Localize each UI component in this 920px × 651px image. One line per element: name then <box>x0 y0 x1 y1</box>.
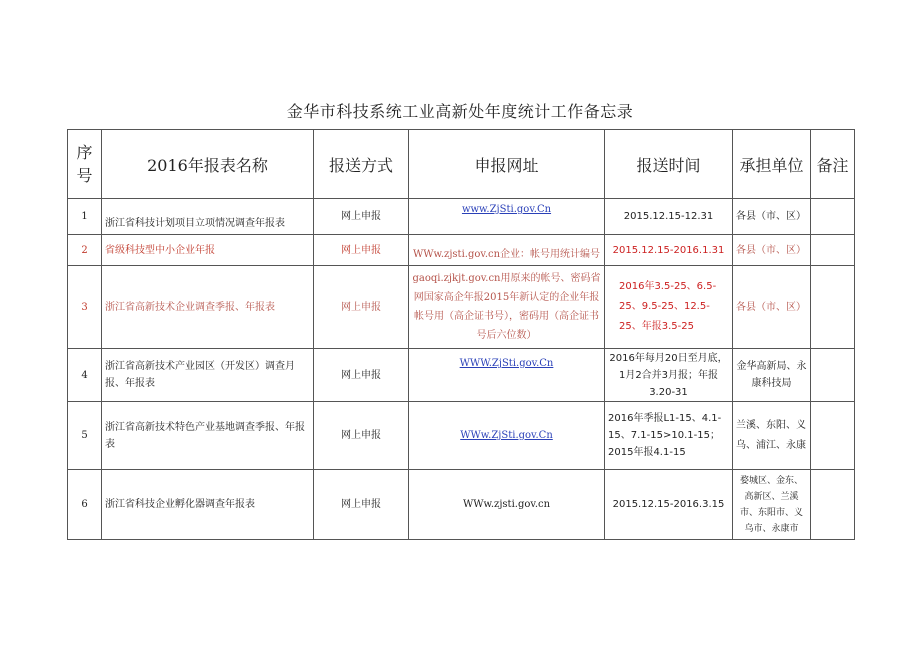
header-name: 2016年报表名称 <box>102 130 314 199</box>
row-url: WWw.zjsti.gov.cn <box>409 470 605 540</box>
row-seq: 4 <box>68 349 102 402</box>
row-seq: 2 <box>68 235 102 266</box>
row-unit: 婺城区、金东、高新区、兰溪市、东阳市、义乌市、永康市 <box>733 470 811 540</box>
row-note <box>811 470 855 540</box>
row-seq: 3 <box>68 266 102 349</box>
row-time: 2015.12.15-2016.3.15 <box>605 470 733 540</box>
document-title: 金华市科技系统工业高新处年度统计工作备忘录 <box>286 102 634 121</box>
row-name: 浙江省高新技术特色产业基地调查季报、年报表 <box>102 402 314 470</box>
header-seq: 序号 <box>68 130 102 199</box>
row-unit: 金华高新局、永康科技局 <box>733 349 811 402</box>
table-row <box>68 199 855 235</box>
row-method: 网上申报 <box>314 402 409 470</box>
row-seq: 6 <box>68 470 102 540</box>
header-note: 备注 <box>811 130 855 199</box>
row-method: 网上申报 <box>314 266 409 349</box>
row-seq: 5 <box>68 402 102 470</box>
row-seq: 1 <box>68 199 102 235</box>
row-unit: 各县（市、区） <box>733 235 811 266</box>
table-row <box>68 349 855 402</box>
table-row <box>68 266 855 349</box>
header-url: 申报网址 <box>409 130 605 199</box>
row-name: 省级科技型中小企业年报 <box>102 235 314 266</box>
row-time: 2015.12.15-12.31 <box>605 199 733 235</box>
table-row <box>68 402 855 470</box>
row-note <box>811 199 855 235</box>
row-name: 浙江省科技企业孵化器调查年报表 <box>102 470 314 540</box>
table-row <box>68 235 855 266</box>
header-time: 报送时间 <box>605 130 733 199</box>
row-note <box>811 402 855 470</box>
row-unit: 兰溪、东阳、义乌、浦江、永康 <box>733 402 811 470</box>
row-url[interactable]: www.ZjSti.gov.Cn <box>409 199 605 235</box>
row-note <box>811 266 855 349</box>
header-row <box>68 130 855 199</box>
row-time: 2016年3.5-25、6.5-25、9.5-25、12.5-25、年报3.5-25 <box>605 266 733 349</box>
row-name: 浙江省科技计划项目立项情况调查年报表 <box>102 199 314 235</box>
row-method: 网上申报 <box>314 470 409 540</box>
row-url[interactable]: WWw.ZjSti.gov.Cn <box>409 402 605 470</box>
row-unit: 各县（市、区） <box>733 199 811 235</box>
row-method: 网上申报 <box>314 199 409 235</box>
row-url: gaoqi.zjkjt.gov.cn用原来的帐号、密码省网国家高企年报2015年新认定的企业年报帐号用（高企证书号），密码用（高企证书号后六位数） <box>409 266 605 349</box>
row-url[interactable]: WWW.ZjSti.gov.Cn <box>409 349 605 402</box>
row-name: 浙江省高新技术企业调查季报、年报表 <box>102 266 314 349</box>
row-note <box>811 235 855 266</box>
row-unit: 各县（市、区） <box>733 266 811 349</box>
memo-table <box>67 129 855 540</box>
row-method: 网上申报 <box>314 349 409 402</box>
row-time: 2016年季报L1-15、4.1-15、7.1-15>10.1-15；2015年报4.1-15 <box>605 402 733 470</box>
row-method: 网上申报 <box>314 235 409 266</box>
header-unit: 承担单位 <box>733 130 811 199</box>
table-row <box>68 470 855 540</box>
row-url: WWw.zjsti.gov.cn企业：帐号用统计编号 <box>409 235 605 266</box>
row-name: 浙江省高新技术产业园区（开发区）调查月报、年报表 <box>102 349 314 402</box>
row-note <box>811 349 855 402</box>
header-method: 报送方式 <box>314 130 409 199</box>
row-time: 2015.12.15-2016.1.31 <box>605 235 733 266</box>
row-time: 2016年每月20日至月底，1月2合并3月报；年报3.20-31 <box>605 349 733 402</box>
